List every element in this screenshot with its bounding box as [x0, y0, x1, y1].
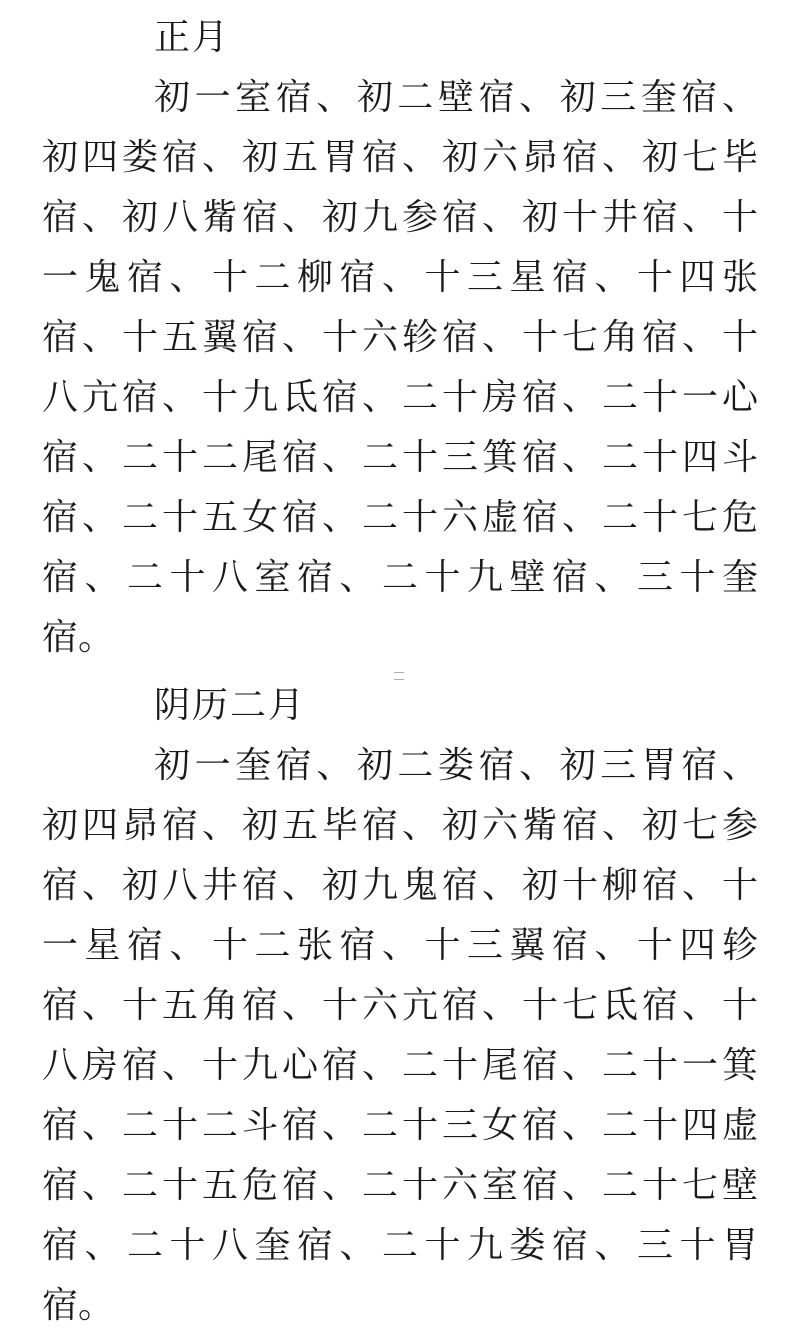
- text-line: 一鬼宿、十二柳宿、十三星宿、十四张: [42, 257, 758, 298]
- section-second-month: [42, 676, 758, 1336]
- text-line: 初四昴宿、初五毕宿、初六觜宿、初七参: [42, 805, 758, 846]
- section-first-month: [42, 8, 758, 668]
- text-line: 宿、二十八奎宿、二十九娄宿、三十胃: [42, 1225, 758, 1266]
- text-cursor-marker-icon: [394, 672, 404, 680]
- text-line: 宿、二十二斗宿、二十三女宿、二十四虚: [42, 1105, 758, 1146]
- text-line: 宿、二十五危宿、二十六室宿、二十七壁: [42, 1165, 758, 1206]
- text-line: 宿、二十八室宿、二十九壁宿、三十奎: [42, 557, 758, 598]
- text-line: 初一室宿、初二壁宿、初三奎宿、: [154, 77, 758, 118]
- text-line: 初一奎宿、初二娄宿、初三胃宿、: [154, 745, 758, 786]
- text-line: 宿、初八井宿、初九鬼宿、初十柳宿、十: [42, 865, 758, 906]
- text-line: 宿、十五翼宿、十六轸宿、十七角宿、十: [42, 317, 758, 358]
- text-line: 初四娄宿、初五胃宿、初六昴宿、初七毕: [42, 137, 758, 178]
- section-heading: 正月: [154, 17, 231, 58]
- text-line: 宿、初八觜宿、初九参宿、初十井宿、十: [42, 197, 758, 238]
- text-line: 宿。: [42, 1285, 115, 1326]
- text-line: 一星宿、十二张宿、十三翼宿、十四轸: [42, 925, 758, 966]
- text-line: 宿、二十五女宿、二十六虚宿、二十七危: [42, 497, 758, 538]
- text-line: 宿。: [42, 617, 115, 658]
- text-line: 八亢宿、十九氐宿、二十房宿、二十一心: [42, 377, 758, 418]
- section-heading: 阴历二月: [154, 685, 307, 726]
- text-line: 宿、十五角宿、十六亢宿、十七氐宿、十: [42, 985, 758, 1026]
- text-line: 宿、二十二尾宿、二十三箕宿、二十四斗: [42, 437, 758, 478]
- text-line: 八房宿、十九心宿、二十尾宿、二十一箕: [42, 1045, 758, 1086]
